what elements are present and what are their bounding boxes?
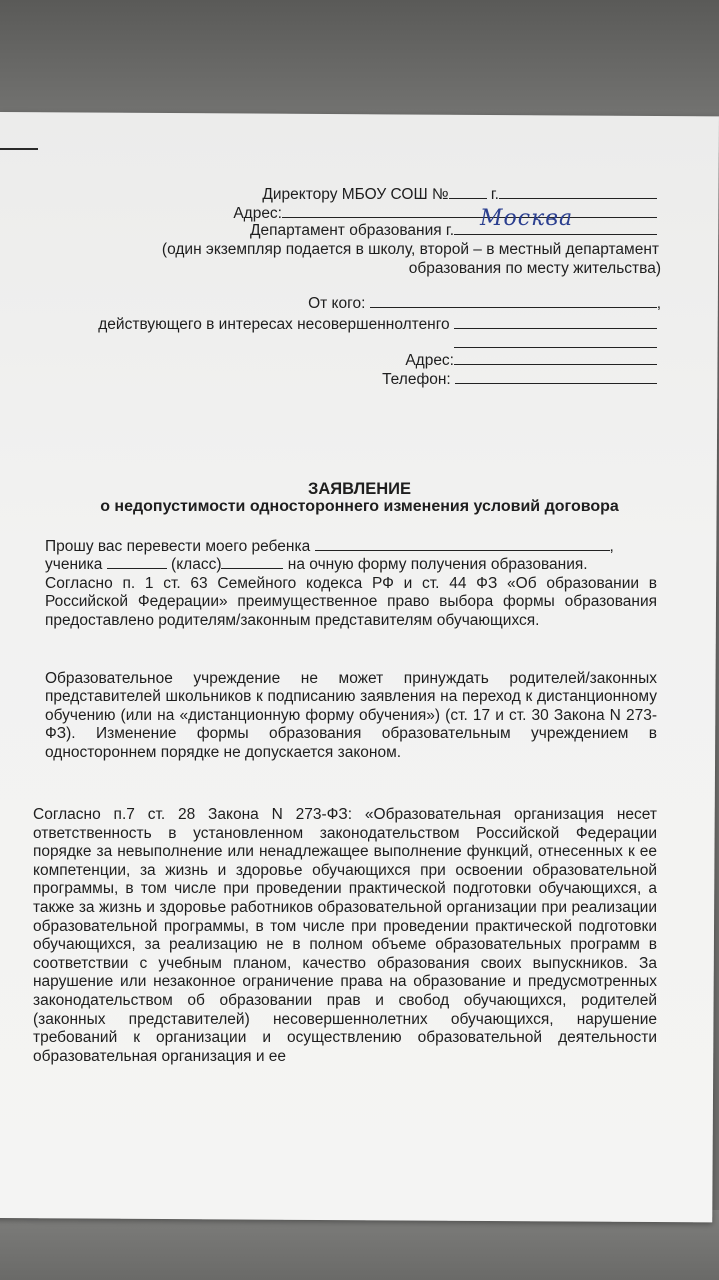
- director-line: Директору МБОУ СОШ № г.: [262, 185, 657, 204]
- city-blank: [499, 186, 657, 199]
- acting-blank: [454, 316, 657, 329]
- from-line: От кого: ,: [308, 295, 661, 312]
- grade-blank: [107, 556, 167, 569]
- document-subtitle: о недопустимости одностороннего изменения условий договора: [100, 498, 619, 515]
- handwritten-city: Москва: [480, 206, 574, 231]
- paragraph-1: [45, 538, 657, 630]
- class-blank: [221, 556, 283, 569]
- phone-line: Телефон:: [382, 370, 657, 389]
- from-blank: [370, 295, 657, 308]
- address-line: Адрес:: [233, 204, 657, 223]
- phone-blank: [455, 371, 657, 384]
- p1-line-1: Прошу вас перевести моего ребенка ,: [45, 538, 614, 555]
- address2-line: Адрес:: [405, 351, 657, 370]
- acting-line: действующего в интересах несовершеннолтенго: [98, 315, 657, 334]
- note-line-2: образования по месту жительства): [408, 260, 661, 277]
- school-number-blank: [449, 186, 487, 199]
- paragraph-3: Согласно п.7 ст. 28 Закона N 273-ФЗ: «Образовательная организация несет ответственность в установленном законодательством Российской Федерации порядке за невыполнение или ненадлежащее выполнение функций, отнесенных к ее компетенции, за жизнь и здоровье обучающихся при освоении образовательной программы, в том числе при проведении практической подготовки обучающихся, а также за жизнь и здоровье работников образовательной организации при реализации образовательной программы, в том числе при проведении практической подготовки обучающихся, за реализацию не в полном объеме образовательных программ в соответствии с учебным планом, качество образования своих выпускников. За нарушение или незаконное ограничение права на образование и предусмотренных законодательством об образовании прав и свобод обучающихся, родителей (законных представителей) несовершеннолетних обучающихся, нарушение требований к организации и осуществлению образовательной деятельности образовательная организация и ее: [33, 806, 657, 1065]
- paragraph-2: Образовательное учреждение не может принуждать родителей/законных представителей школьников к подписанию заявления на переход к дистанционному обучению (или на «дистанционную форму обучения») (ст. 17 и ст. 30 Закона N 273-ФЗ). Изменение формы образования образовательным учреждением в одностороннем порядке не допускается законом.: [45, 670, 657, 761]
- note-line-1: (один экземпляр подается в школу, второй – в местный департамент: [161, 241, 659, 258]
- address2-blank: [454, 352, 657, 365]
- child-name-blank: [315, 538, 610, 551]
- p1-line-2: ученика (класс) на очную форму получения образования.: [45, 556, 588, 574]
- department-line: Департамент образования г.: [250, 221, 657, 240]
- acting-blank-2: [454, 335, 657, 348]
- p1-text: Согласно п. 1 ст. 63 Семейного кодекса РФ и ст. 44 ФЗ «Об образовании в Российской Федерации» преимущественное право выбора формы образования предоставлено родителям/законным представителям обучающихся.: [45, 574, 657, 629]
- address-blank: [282, 205, 657, 218]
- document-title: ЗАЯВЛЕНИЕ: [308, 480, 411, 498]
